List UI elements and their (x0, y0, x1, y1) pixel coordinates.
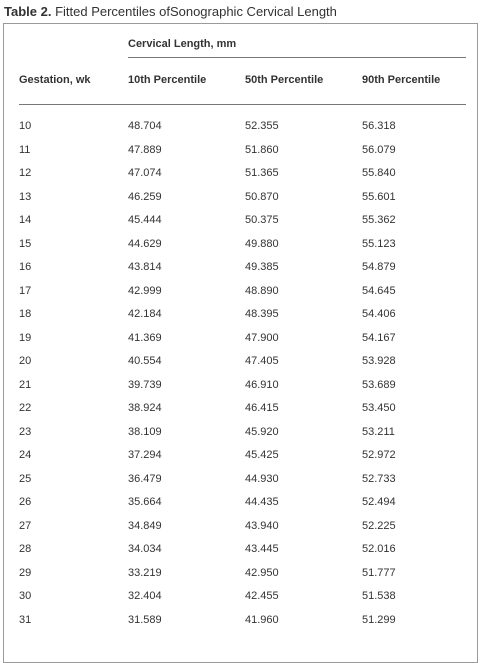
cell-10th-percentile: 35.664 (128, 496, 162, 508)
cell-gestation: 16 (19, 261, 32, 273)
cell-50th-percentile: 44.930 (245, 472, 279, 485)
cell-gestation: 24 (19, 449, 32, 461)
cell-gestation: 26 (19, 496, 32, 508)
table-row (4, 419, 477, 443)
table-row (4, 536, 477, 560)
cell-90th-percentile: 53.450 (362, 402, 396, 414)
header-rule (19, 104, 466, 105)
cell-10th-percentile: 40.554 (128, 355, 162, 367)
table-row (4, 395, 477, 419)
cell-10th-percentile: 43.814 (128, 261, 162, 273)
cell-50th-percentile: 47.900 (245, 331, 279, 344)
table-row (4, 607, 477, 631)
cell-10th-percentile: 48.704 (128, 120, 162, 132)
table-row (4, 466, 477, 490)
cell-gestation: 20 (19, 355, 32, 367)
cell-gestation: 11 (19, 143, 31, 156)
cell-90th-percentile: 56.318 (362, 120, 396, 132)
table-caption-text: Fitted Percentiles ofSonographic Cervical Length (51, 4, 337, 19)
table-row (4, 231, 477, 255)
table-row (4, 254, 477, 278)
cell-gestation: 14 (19, 214, 32, 226)
cell-10th-percentile: 47.074 (128, 167, 162, 179)
cell-10th-percentile: 38.109 (128, 425, 162, 438)
cell-10th-percentile: 42.999 (128, 284, 162, 297)
cell-gestation: 18 (19, 308, 32, 320)
cell-10th-percentile: 38.924 (128, 402, 162, 414)
cell-50th-percentile: 51.860 (245, 143, 279, 156)
cell-50th-percentile: 51.365 (245, 167, 279, 179)
cell-gestation: 10 (19, 120, 32, 132)
cell-50th-percentile: 46.415 (245, 402, 279, 414)
cell-10th-percentile: 42.184 (128, 308, 162, 320)
cell-90th-percentile: 55.362 (362, 214, 396, 226)
cell-gestation: 17 (19, 284, 32, 297)
cell-10th-percentile: 34.849 (128, 519, 162, 532)
cell-gestation: 30 (19, 590, 32, 602)
cell-90th-percentile: 51.299 (362, 613, 396, 626)
cell-90th-percentile: 53.211 (362, 425, 395, 438)
cell-90th-percentile: 54.406 (362, 308, 396, 320)
column-header-10th-percentile: 10th Percentile (128, 74, 207, 86)
table-row (4, 325, 477, 349)
cell-50th-percentile: 45.425 (245, 449, 279, 461)
cell-gestation: 23 (19, 425, 32, 438)
cell-10th-percentile: 44.629 (128, 237, 162, 250)
table-panel (3, 23, 478, 663)
cell-90th-percentile: 54.645 (362, 284, 396, 297)
table-caption-label: Table 2. (4, 4, 52, 19)
cell-50th-percentile: 41.960 (245, 613, 279, 626)
cell-10th-percentile: 46.259 (128, 190, 162, 203)
cell-50th-percentile: 43.940 (245, 519, 279, 532)
table-row (4, 137, 477, 161)
table-row (4, 489, 477, 513)
cell-90th-percentile: 54.879 (362, 261, 396, 273)
cell-gestation: 28 (19, 543, 32, 555)
cell-10th-percentile: 45.444 (128, 214, 162, 226)
cell-50th-percentile: 45.920 (245, 425, 279, 438)
cell-50th-percentile: 48.395 (245, 308, 279, 320)
cell-10th-percentile: 47.889 (128, 143, 162, 156)
cell-90th-percentile: 53.689 (362, 378, 396, 391)
cell-10th-percentile: 41.369 (128, 331, 162, 344)
cell-50th-percentile: 50.375 (245, 214, 279, 226)
cell-10th-percentile: 34.034 (128, 543, 162, 555)
cell-10th-percentile: 32.404 (128, 590, 162, 602)
table-caption (4, 4, 337, 19)
cell-gestation: 13 (19, 190, 32, 203)
cell-90th-percentile: 52.972 (362, 449, 396, 461)
cell-gestation: 31 (19, 613, 32, 626)
cell-90th-percentile: 56.079 (362, 143, 396, 156)
group-header-rule (128, 57, 466, 58)
cell-90th-percentile: 53.928 (362, 355, 396, 367)
cell-90th-percentile: 52.494 (362, 496, 396, 508)
cell-90th-percentile: 51.538 (362, 590, 396, 602)
cell-gestation: 19 (19, 331, 32, 344)
cell-90th-percentile: 52.225 (362, 519, 396, 532)
cell-50th-percentile: 46.910 (245, 378, 279, 391)
cell-50th-percentile: 49.880 (245, 237, 279, 250)
cell-50th-percentile: 44.435 (245, 496, 279, 508)
table-row (4, 160, 477, 184)
table-row (4, 583, 477, 607)
cell-90th-percentile: 52.016 (362, 543, 396, 555)
cell-50th-percentile: 52.355 (245, 120, 279, 132)
cell-90th-percentile: 55.123 (362, 237, 396, 250)
cell-gestation: 15 (19, 237, 32, 250)
cell-90th-percentile: 55.840 (362, 167, 396, 179)
cell-90th-percentile: 51.777 (362, 566, 396, 579)
cell-gestation: 21 (19, 378, 32, 391)
column-header-gestation: Gestation, wk (19, 74, 91, 86)
group-header-cervical-length: Cervical Length, mm (128, 38, 237, 50)
cell-90th-percentile: 55.601 (362, 190, 396, 203)
cell-50th-percentile: 49.385 (245, 261, 279, 273)
cell-10th-percentile: 33.219 (128, 566, 162, 579)
table-row (4, 513, 477, 537)
cell-50th-percentile: 48.890 (245, 284, 279, 297)
table-row (4, 348, 477, 372)
cell-90th-percentile: 52.733 (362, 472, 396, 485)
table-body (4, 113, 477, 630)
cell-10th-percentile: 37.294 (128, 449, 162, 461)
table-row (4, 442, 477, 466)
cell-50th-percentile: 42.455 (245, 590, 279, 602)
cell-gestation: 27 (19, 519, 32, 532)
column-header-50th-percentile: 50th Percentile (245, 74, 324, 86)
table-row (4, 301, 477, 325)
cell-50th-percentile: 47.405 (245, 355, 279, 367)
table-row (4, 372, 477, 396)
cell-gestation: 22 (19, 402, 32, 414)
column-header-90th-percentile: 90th Percentile (362, 74, 441, 86)
cell-gestation: 12 (19, 167, 32, 179)
cell-10th-percentile: 36.479 (128, 472, 162, 485)
cell-10th-percentile: 39.739 (128, 378, 162, 391)
cell-10th-percentile: 31.589 (128, 613, 162, 626)
cell-50th-percentile: 42.950 (245, 566, 279, 579)
table-row (4, 113, 477, 137)
table-row (4, 278, 477, 302)
cell-gestation: 25 (19, 472, 32, 485)
cell-50th-percentile: 43.445 (245, 543, 279, 555)
table-row (4, 560, 477, 584)
cell-90th-percentile: 54.167 (362, 331, 396, 344)
table-row (4, 207, 477, 231)
cell-50th-percentile: 50.870 (245, 190, 279, 203)
cell-gestation: 29 (19, 566, 32, 579)
table-row (4, 184, 477, 208)
